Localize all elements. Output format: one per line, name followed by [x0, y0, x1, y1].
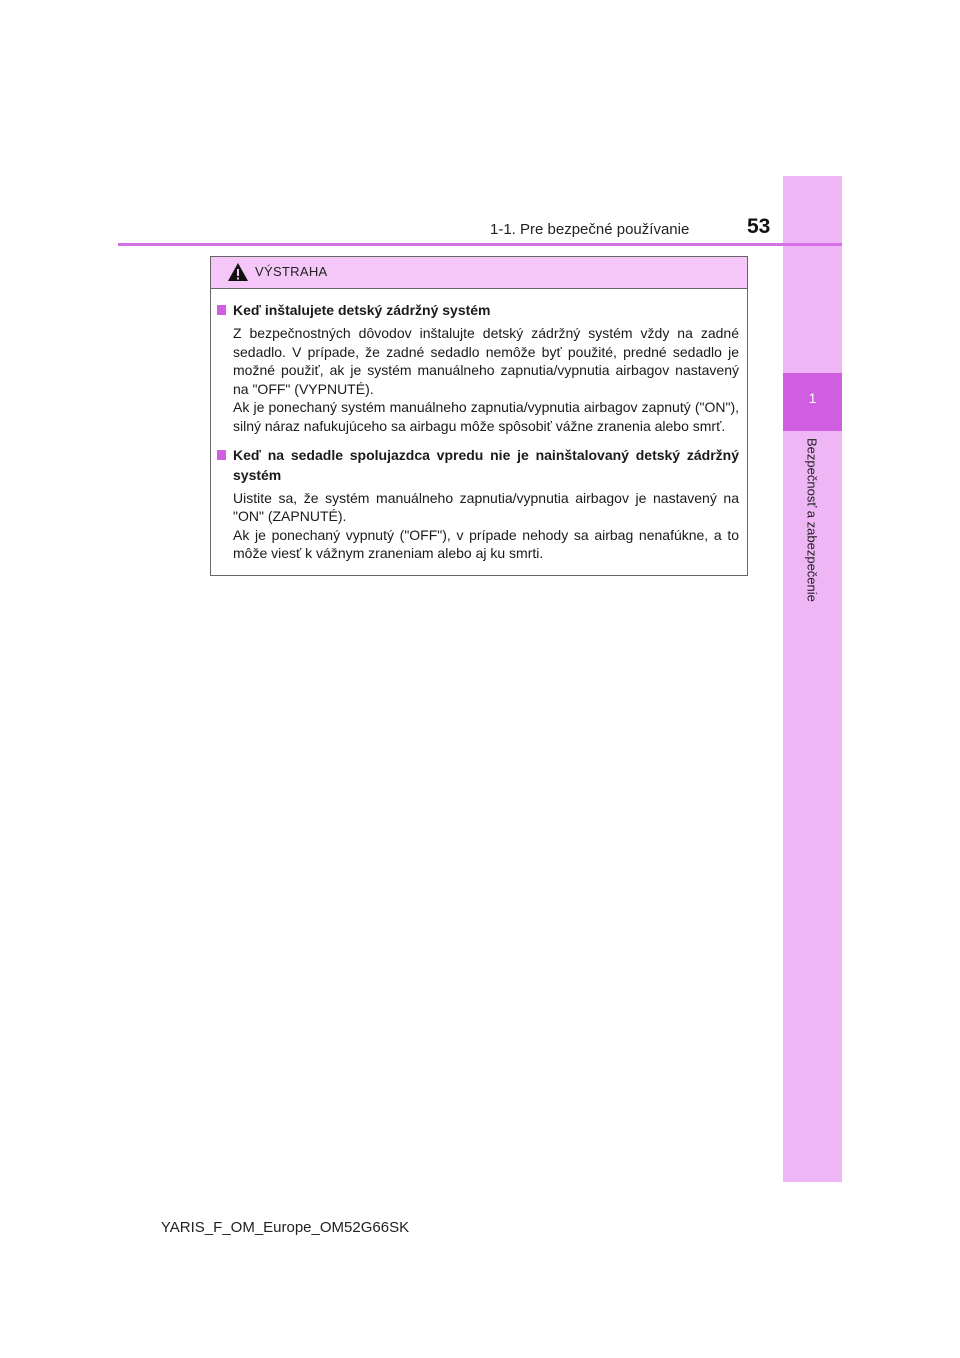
warning-item	[217, 300, 739, 436]
item-heading: Keď inštalujete detský zádržný systém	[217, 300, 739, 320]
item-paragraph: Z bezpečnostných dôvodov inštalujte detský zádržný systém vždy na zadné sedadlo. V prípade, že zadné sedadlo nemôže byť použité, predné sedadlo je možné použiť, ak je systém manuálneho zapnutia/vypnutia airbagov nastavený na "OFF" (VYPNUTÉ).	[233, 325, 739, 397]
item-paragraph: Ak je ponechaný vypnutý ("OFF"), v prípade nehody sa airbag nenafúkne, a to môže viesť k vážnym zraneniam alebo aj ku smrti.	[233, 526, 739, 562]
bullet-square-icon	[217, 305, 226, 315]
bullet-square-icon	[217, 450, 226, 460]
item-paragraph: Ak je ponechaný systém manuálneho zapnutia/vypnutia airbagov zapnutý ("ON"), silný náraz nafukujúceho sa airbagu môže spôsobiť vážne zranenia alebo smrť.	[233, 399, 739, 434]
warning-body	[211, 289, 747, 563]
warning-item	[217, 445, 739, 563]
footer	[0, 1219, 960, 1236]
page-number: 53	[747, 215, 771, 238]
chapter-side-tab	[783, 176, 842, 1182]
item-heading: Keď na sedadle spolujazdca vpredu nie je nainštalovaný detský zádržný systém	[217, 445, 739, 485]
header-rule	[118, 243, 842, 246]
warning-triangle-icon	[227, 262, 249, 282]
warning-title: VÝSTRAHA	[255, 264, 328, 279]
warning-box	[210, 256, 748, 576]
warning-header	[211, 257, 747, 289]
chapter-label: Bezpečnosť a zabezpečenie	[804, 438, 820, 602]
item-paragraph: Uistite sa, že systém manuálneho zapnutia/vypnutia airbagov je nastavený na "ON" (ZAPNUTÉ).	[233, 489, 739, 525]
doc-code: YARIS_F_OM_Europe_OM52G66SK	[160, 1219, 410, 1236]
section-title: 1-1. Pre bezpečné používanie	[490, 221, 690, 238]
chapter-number: 1	[808, 390, 817, 406]
